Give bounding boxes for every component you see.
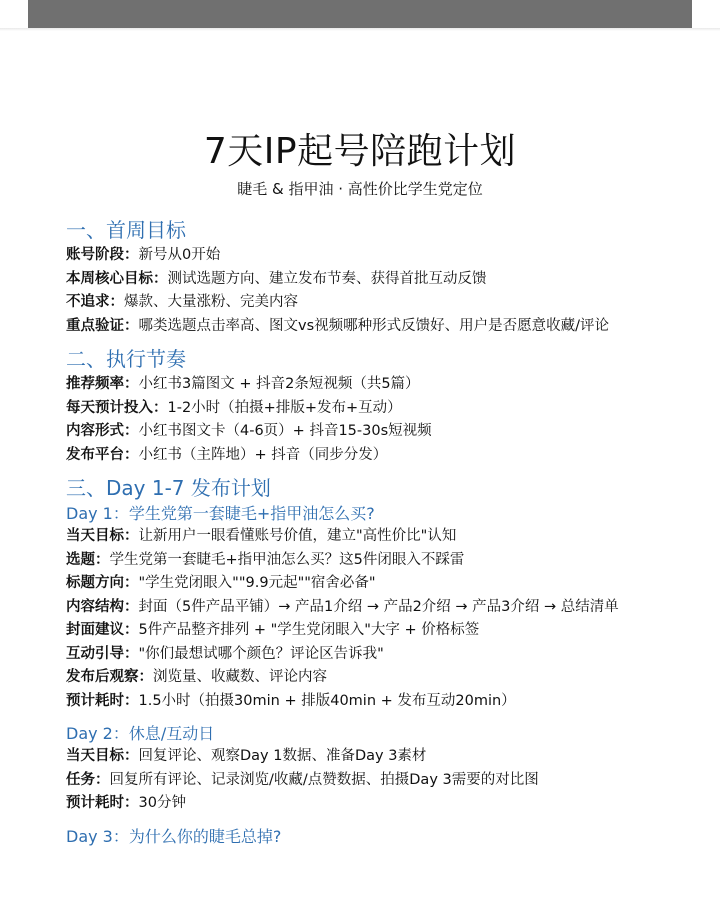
row-core-goal: 本周核心目标：测试选题方向、建立发布节奏、获得首批互动反馈 [66, 270, 487, 287]
row-task: 任务：回复所有评论、记录浏览/收藏/点赞数据、拍摄Day 3需要的对比图 [66, 771, 539, 788]
row-day-goal: 当天目标：让新用户一眼看懂账号价值，建立"高性价比"认知 [66, 528, 457, 544]
row-day-goal: 当天目标：回复评论、观察Day 1数据、准备Day 3素材 [66, 748, 427, 764]
section-heading: 三、Day 1-7 发布计划 [66, 476, 271, 500]
row-not-pursue: 不追求：爆款、大量涨粉、完美内容 [66, 294, 298, 310]
doc-subtitle: 睫毛 & 指甲油 · 高性价比学生党定位 [237, 180, 483, 198]
day-heading: Day 1：学生党第一套睫毛+指甲油怎么买? [66, 504, 375, 523]
row-topic: 选题：学生党第一套睫毛+指甲油怎么买？这5件闭眼入不踩雷 [66, 551, 465, 568]
section-publish-plan [66, 474, 666, 848]
row-frequency: 推荐频率：小红书3篇图文 + 抖音2条短视频（共5篇） [66, 376, 420, 392]
row-daily-time: 每天预计投入：1-2小时（拍摄+排版+发布+互动） [66, 399, 402, 416]
day-heading: Day 3：为什么你的睫毛总掉? [66, 826, 282, 846]
row-platform: 发布平台：小红书（主阵地）+ 抖音（同步分发） [66, 446, 388, 463]
day-3-block [66, 825, 666, 848]
day-2-block [66, 722, 666, 816]
row-estimated-time: 预计耗时：30分钟 [66, 795, 186, 811]
row-post-observe: 发布后观察：浏览量、收藏数、评论内容 [66, 669, 327, 685]
row-interaction-guide: 互动引导："你们最想试哪个颜色？评论区告诉我" [66, 645, 384, 662]
row-cover-advice: 封面建议：5件产品整齐排列 + "学生党闭眼入"大字 + 价格标签 [66, 622, 480, 638]
document-body [66, 128, 666, 848]
section-first-week-goals [66, 216, 666, 338]
row-account-stage: 账号阶段：新号从0开始 [66, 247, 221, 263]
row-content-form: 内容形式：小红书图文卡（4-6页）+ 抖音15-30s短视频 [66, 423, 432, 439]
top-toolbar [28, 0, 692, 28]
row-estimated-time: 预计耗时：1.5小时（拍摄30min + 排版40min + 发布互动20min） [66, 692, 516, 709]
row-key-validation: 重点验证：哪类选题点击率高、图文vs视频哪种形式反馈好、用户是否愿意收藏/评论 [66, 317, 610, 334]
day-heading: Day 2：休息/互动日 [66, 724, 215, 743]
toolbar-shadow [0, 28, 720, 31]
section-execution-rhythm [66, 345, 666, 467]
section-heading: 一、首周目标 [66, 218, 186, 242]
day-1-block [66, 502, 666, 713]
row-title-direction: 标题方向："学生党闭眼入""9.9元起""宿舍必备" [66, 575, 376, 591]
section-heading: 二、执行节奏 [66, 347, 186, 371]
doc-title: 7天IP起号陪跑计划 [203, 131, 517, 172]
row-content-structure: 内容结构：封面（5件产品平铺）→ 产品1介绍 → 产品2介绍 → 产品3介绍 → 总结清单 [66, 598, 619, 615]
